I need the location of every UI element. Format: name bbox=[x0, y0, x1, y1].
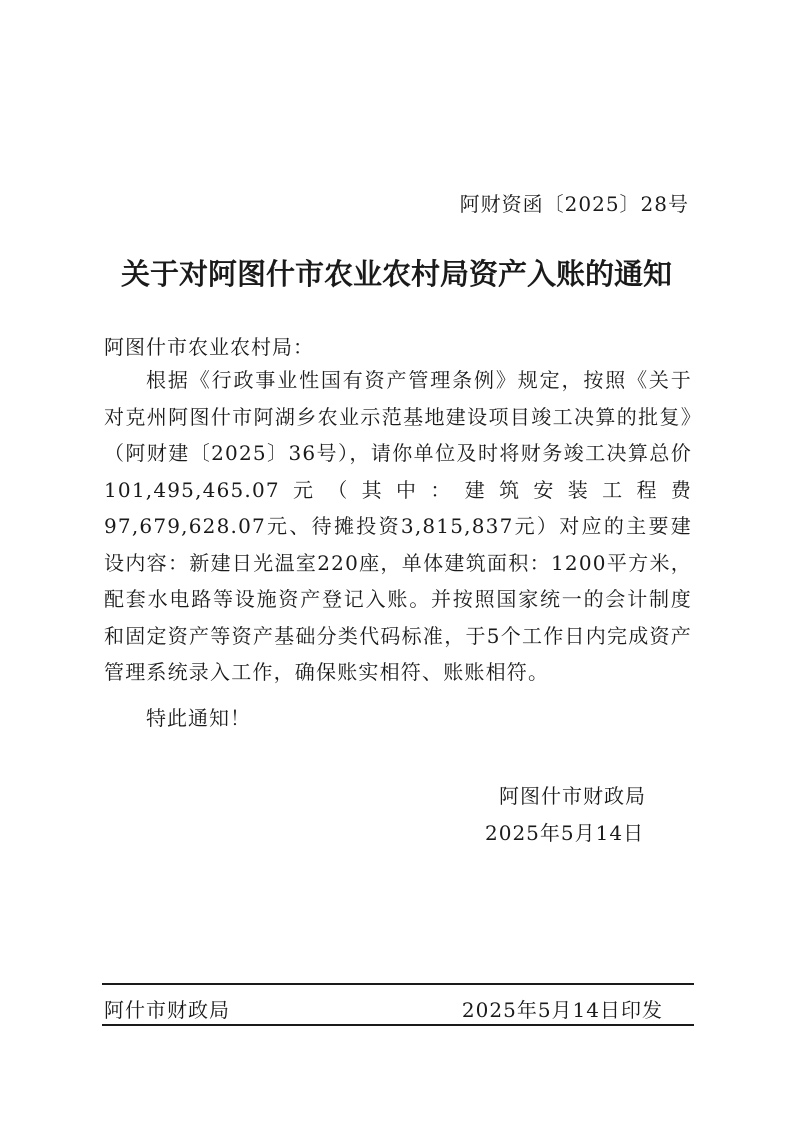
signature-date: 2025年5月14日 bbox=[485, 821, 645, 845]
footer-issuer: 阿什市财政局 bbox=[104, 998, 230, 1022]
footer-issued-date: 2025年5月14日印发 bbox=[461, 998, 663, 1022]
page-title: 关于对阿图什市农业农村局资产入账的通知 bbox=[120, 257, 672, 291]
footer-bottom-rule bbox=[102, 1024, 694, 1026]
footer-top-rule bbox=[102, 983, 694, 985]
recipient: 阿图什市农业农村局： bbox=[104, 335, 314, 359]
body-paragraph: 根据《行政事业性国有资产管理条例》规定，按照《关于对克州阿图什市阿湖乡农业示范基地建设项目竣工决算的批复》（阿财建〔2025〕36号），请你单位及时将财务竣工决算总价101,495,465.07元（其中：建筑安装工程费97,679,628.07元、待摊投资3,815,837元）对应的主要建设内容：新建日光温室220座，单体建筑面积：1200平方米，配套水电路等设施资产登记入账。并按照国家统一的会计制度和固定资产等资产基础分类代码标准，于5个工作日内完成资产管理系统录入工作，确保账实相符、账账相符。 bbox=[104, 368, 692, 684]
document-number: 阿财资函〔2025〕28号 bbox=[459, 192, 689, 216]
closing-remark: 特此通知！ bbox=[146, 706, 251, 730]
signature-organization: 阿图什市财政局 bbox=[499, 784, 646, 808]
